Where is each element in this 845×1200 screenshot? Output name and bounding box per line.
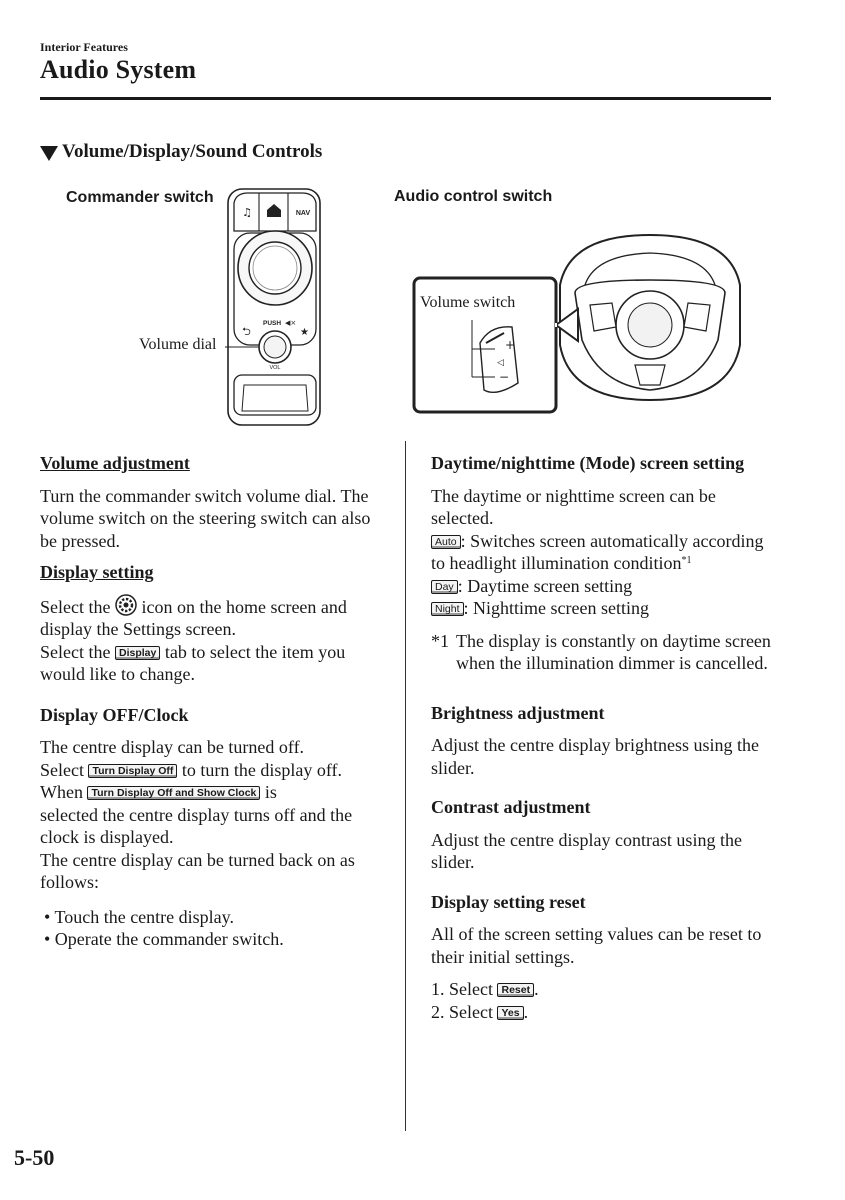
footnote-text: The display is constantly on daytime screen when the illumination dimmer is cancelled. (456, 630, 771, 673)
step-1-text: 1. Select (431, 979, 493, 999)
yes-key: Yes (497, 1006, 523, 1020)
reset-key: Reset (497, 983, 534, 997)
auto-line (431, 530, 776, 575)
display-off-after: to turn the display off. (181, 759, 343, 780)
turn-display-off-key: Turn Display Off (88, 764, 177, 778)
minus-icon: − (499, 370, 510, 384)
day-line (431, 575, 776, 598)
steering-wheel-illustration (400, 225, 760, 420)
nav-label: NAV (295, 210, 311, 217)
column-divider (405, 441, 406, 1131)
day-key: Day (431, 580, 458, 594)
reset-text: All of the screen setting values can be reset to their initial settings. (431, 924, 762, 967)
page-title: Audio System (40, 55, 197, 84)
audio-control-switch-label: Audio control switch (394, 188, 553, 205)
display-setting-text-2b: tab to select the item you would like to change. (40, 641, 346, 684)
step-2-period: . (523, 1001, 529, 1022)
triangle-down-icon (40, 146, 58, 161)
bullet-item: • Touch the centre display. (44, 906, 234, 927)
subheading-text: Volume/Display/Sound Controls (62, 141, 323, 162)
night-line (431, 597, 776, 620)
volume-adjustment-text: Turn the commander switch volume dial. The volume switch on the steering switch can also be pressed. (40, 485, 371, 551)
bullet-item: • Operate the commander switch. (44, 929, 284, 949)
display-off-when: When (40, 782, 83, 802)
step-1-period: . (534, 979, 539, 999)
auto-key: Auto (431, 535, 461, 549)
display-tab-key: Display (115, 646, 160, 660)
volume-switch-label: Volume switch (420, 294, 516, 311)
plus-icon: + (505, 338, 516, 352)
back-icon: ⮌ (242, 325, 251, 338)
display-setting-text-1b: icon on the home screen and display the Settings screen. (40, 596, 347, 639)
display-setting-text-1 (40, 594, 390, 641)
footnote-mark: *1 (431, 630, 449, 651)
commander-switch-label: Commander switch (66, 189, 214, 206)
commander-switch-illustration (130, 185, 330, 430)
subheading (40, 141, 322, 163)
display-setting-text-2 (40, 641, 390, 686)
turn-display-off-show-clock-key: Turn Display Off and Show Clock (87, 786, 260, 800)
reset-step-2 (431, 1001, 776, 1024)
display-setting-text-1a: Select the (40, 596, 111, 617)
night-text: : Nighttime screen setting (463, 598, 649, 618)
vol-label: VOL (269, 365, 281, 371)
display-setting-heading: Display setting (40, 562, 154, 582)
auto-text: : Switches screen automatically according to headlight illumination condition (431, 530, 764, 573)
left-column (40, 452, 390, 951)
footnote (431, 630, 776, 675)
volume-adjustment-heading: Volume adjustment (40, 453, 190, 473)
page-number: 5-50 (14, 1145, 55, 1170)
display-off-text-4: selected the centre display turns off and the clock is displayed. (40, 804, 353, 847)
contrast-heading: Contrast adjustment (431, 797, 591, 817)
mode-heading: Daytime/nighttime (Mode) screen setting (431, 453, 745, 473)
right-column (431, 452, 776, 1023)
contrast-text: Adjust the centre display contrast using the slider. (431, 829, 742, 872)
display-off-text-2 (40, 759, 390, 782)
voice-icon: ◁ (497, 358, 504, 368)
display-off-text-1: The centre display can be turned off. (40, 737, 305, 757)
music-icon: ♫ (242, 206, 252, 219)
mute-icon: ◀× (285, 319, 297, 327)
push-label: PUSH (263, 320, 282, 327)
title-rule (40, 97, 771, 100)
favorite-star-icon: ★ (300, 327, 309, 338)
step-2-text: 2. Select (431, 1001, 493, 1022)
display-setting-text-2a: Select the (40, 641, 111, 662)
display-off-heading: Display OFF/Clock (40, 704, 189, 725)
reset-heading: Display setting reset (431, 891, 586, 912)
display-off-is: is (264, 782, 277, 802)
night-key: Night (431, 602, 464, 616)
brightness-heading: Brightness adjustment (431, 702, 605, 723)
display-off-text-5: The centre display can be turned back on as follows: (40, 849, 355, 892)
section-label: Interior Features (40, 40, 128, 54)
settings-gear-icon (115, 594, 137, 616)
auto-footnote-mark: *1 (681, 555, 692, 566)
display-off-text-3 (40, 781, 390, 804)
reset-step-1 (431, 978, 776, 1001)
mode-text: The daytime or nighttime screen can be selected. (431, 485, 716, 528)
day-text: : Daytime screen setting (457, 575, 633, 596)
volume-dial-label: Volume dial (139, 336, 217, 353)
brightness-text: Adjust the centre display brightness using the slider. (431, 735, 759, 778)
display-off-select: Select (40, 759, 84, 780)
